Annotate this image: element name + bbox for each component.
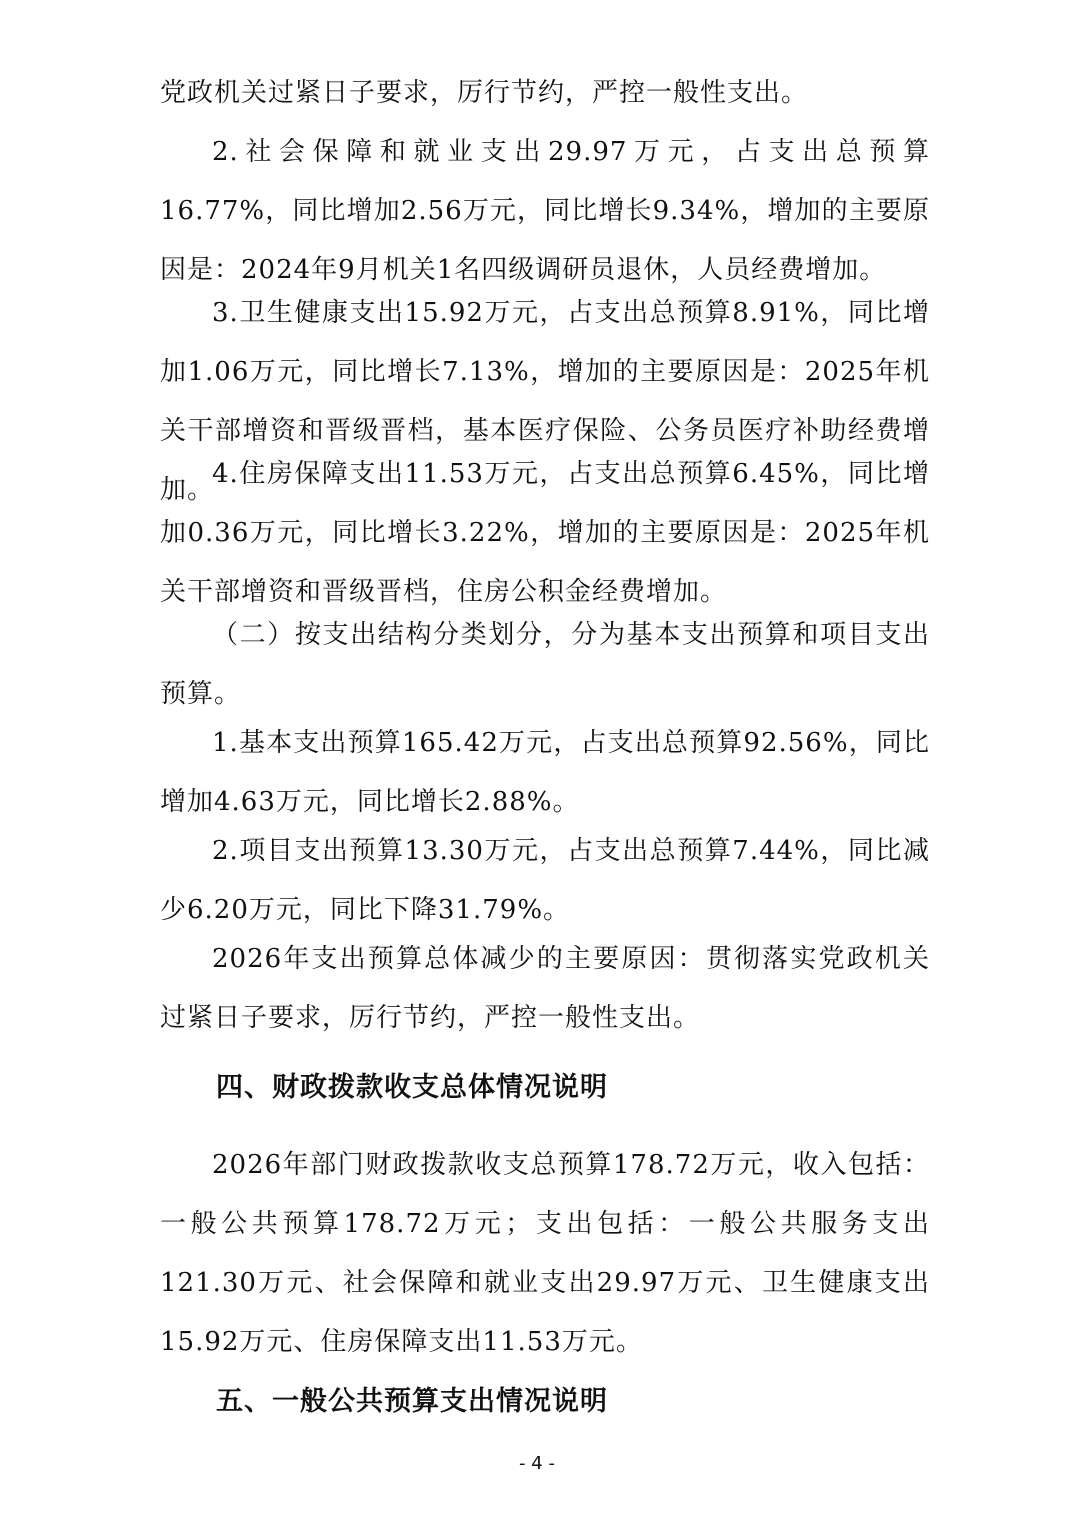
paragraph-social-security: 2.社会保障和就业支出29.97万元，占支出总预算16.77%，同比增加2.56万元，同比增长9.34%，增加的主要原因是：2024年9月机关1名四级调研员退休，人员经费增加。	[160, 137, 930, 285]
paragraph-health: 3.卫生健康支出15.92万元，占支出总预算8.91%，同比增加1.06万元，同比增长7.13%，增加的主要原因是：2025年机关干部增资和晋级晋档，基本医疗保险、公务员医疗补助经费增加。	[160, 298, 930, 505]
paragraph-fiscal-appropriation-summary: 2026年部门财政拨款收支总预算178.72万元，收入包括：一般公共预算178.72万元；支出包括：一般公共服务支出121.30万元、社会保障和就业支出29.97万元、卫生健康支出15.92万元、住房保障支出11.53万元。	[160, 1150, 930, 1357]
paragraph-project-expenditure: 2.项目支出预算13.30万元，占支出总预算7.44%，同比减少6.20万元，同比下降31.79%。	[160, 836, 930, 925]
paragraph-housing: 4.住房保障支出11.53万元，占支出总预算6.45%，同比增加0.36万元，同比增长3.22%，增加的主要原因是：2025年机关干部增资和晋级晋档，住房公积金经费增加。	[160, 459, 930, 607]
page-number: - 4 -	[519, 1453, 555, 1474]
paragraph-continuation: 党政机关过紧日子要求，厉行节约，严控一般性支出。	[160, 78, 809, 108]
section-heading-fiscal-appropriation: 四、财政拨款收支总体情况说明	[216, 1072, 608, 1103]
paragraph-overall-decrease: 2026年支出预算总体减少的主要原因：贯彻落实党政机关过紧日子要求，厉行节约，严控一般性支出。	[160, 944, 930, 1033]
paragraph-basic-expenditure: 1.基本支出预算165.42万元，占支出总预算92.56%，同比增加4.63万元，同比增长2.88%。	[160, 728, 930, 817]
paragraph-structure-classification: （二）按支出结构分类划分，分为基本支出预算和项目支出预算。	[160, 620, 930, 709]
section-heading-general-public-budget: 五、一般公共预算支出情况说明	[216, 1386, 608, 1417]
